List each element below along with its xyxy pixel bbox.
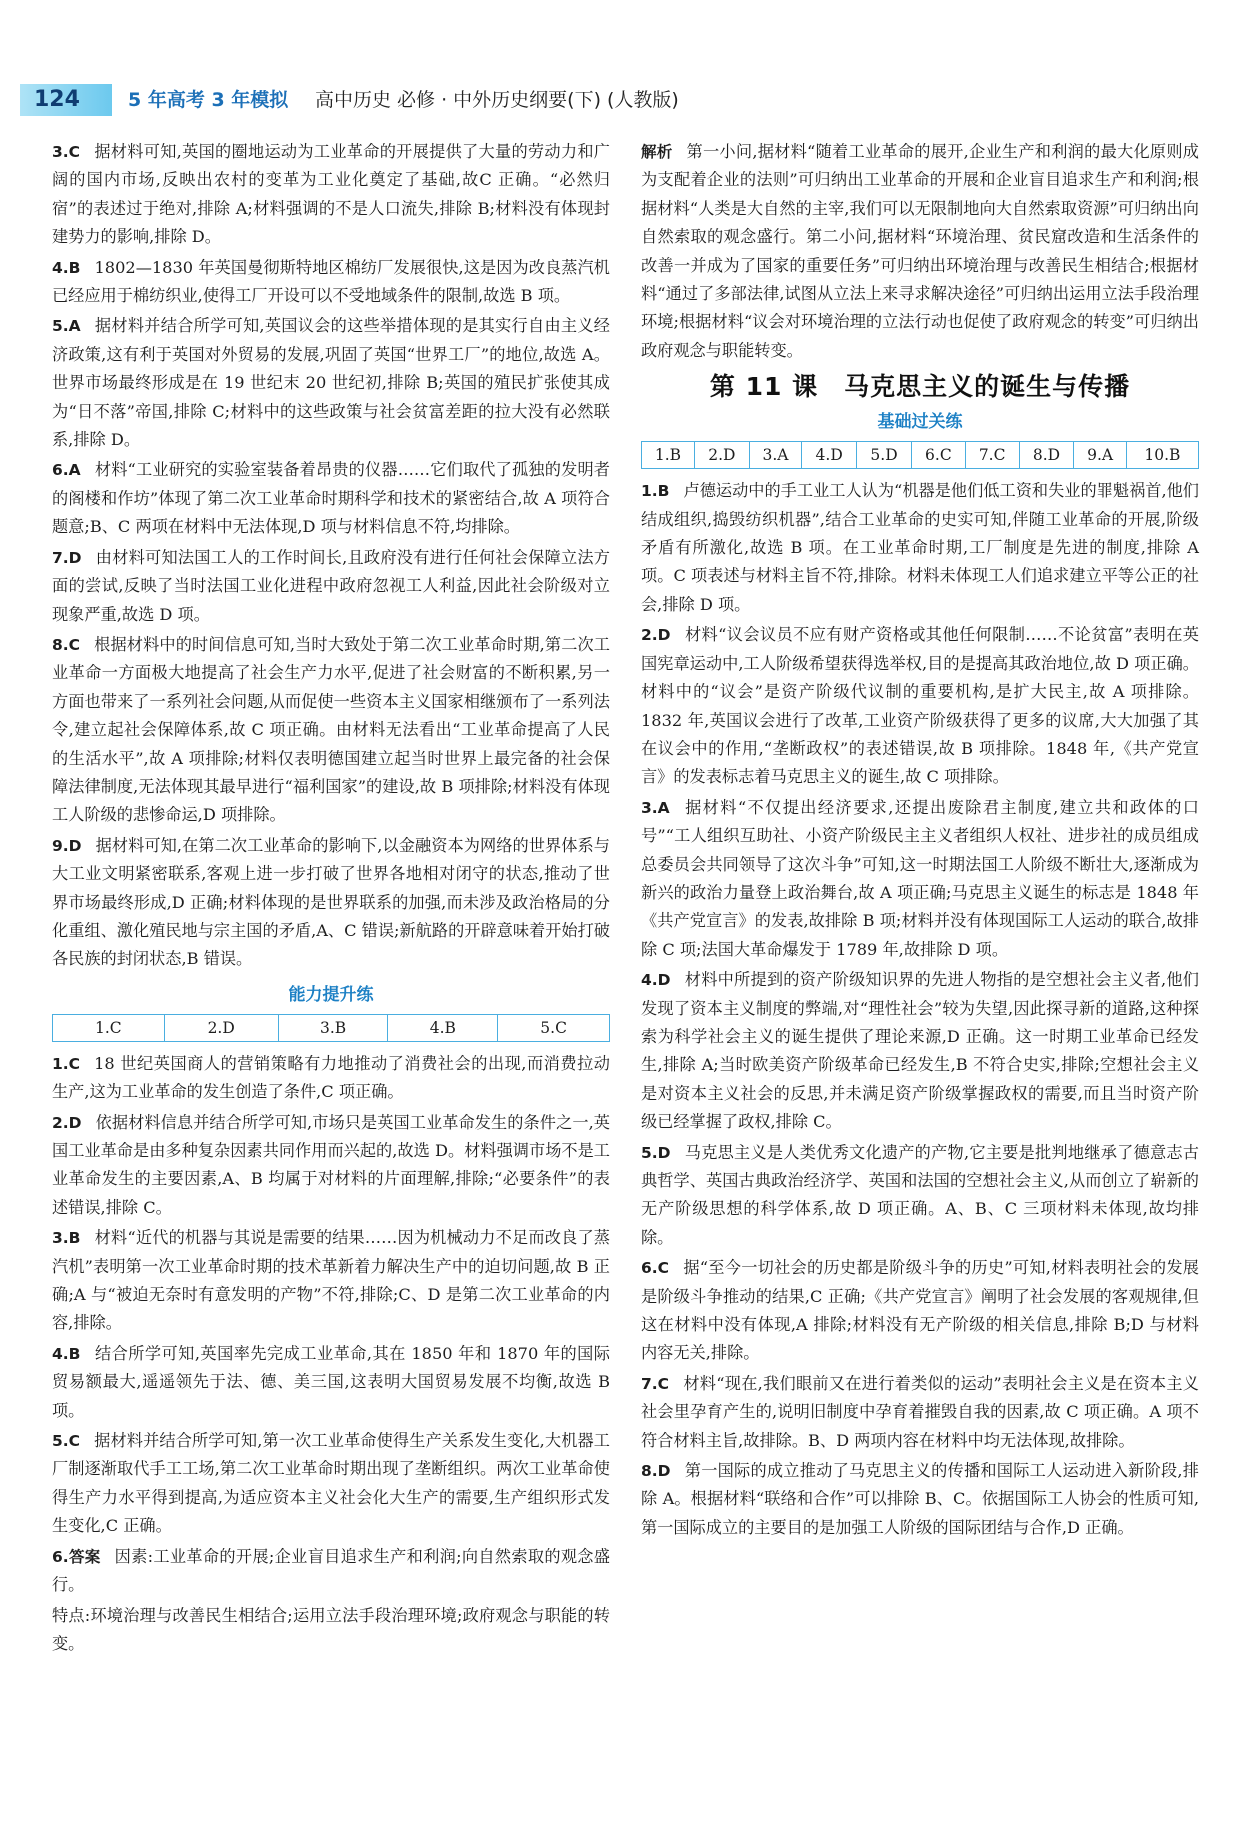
page-number: 124 [20,84,112,116]
answer-explanation: 结合所学可知,英国率先完成工业革命,其在 1850 年和 1870 年的国际贸易额最大,遥遥领先于法、德、美三国,这表明大国贸易发展不均衡,故选 B 项。 [52,1343,610,1420]
answer-explanation: 据材料并结合所学可知,第一次工业革命使得生产关系发生变化,大机器工厂制逐渐取代手工工场,第二次工业革命时期出现了垄断组织。两次工业革命使得生产力水平得到提高,为适应资本主义社会化大生产的需要,生产组织形式发生变化,C 正确。 [52,1431,610,1536]
answer-item [52,456,610,541]
answer-number: 5.D [641,1143,671,1162]
answer-explanation: 材料“工业研究的实验室装备着昂贵的仪器……它们取代了孤独的发明者的阁楼和作坊”体现了第二次工业革命时期科学和技术的紧密结合,故 A 项符合题意;B、C 两项在材料中无法体现,D 项与材料信息不符,均排除。 [52,460,610,537]
answer-number: 5.C [52,1432,81,1451]
answer-item [52,544,610,629]
answer-cell: 2.D [694,442,749,469]
answer-cell: 9.A [1074,442,1126,469]
page-header [20,84,1230,118]
answer-item [641,1457,1199,1542]
answer-explanation: 材料“现在,我们眼前又在进行着类似的运动”表明社会主义是在资本主义社会里孕育产生的,说明旧制度中孕育着摧毁自我的因素,故 C 项正确。A 项不符合材料主旨,故排除。B、D 两项内容在材料中均无法体现,故排除。 [641,1373,1199,1450]
left-column [52,138,610,1660]
answer-cell: 8.D [1019,442,1074,469]
answer-item [52,254,610,311]
answer-item [52,631,610,830]
answer-cell: 1.C [53,1014,165,1041]
answer-explanation: 材料“近代的机器与其说是需要的结果……因为机械动力不足而改良了蒸汽机”表明第一次工业革命时期的技术革新着力解决生产中的迫切问题,故 B 正确;A 与“被迫无奈时有意发明的产物”不符,排除;C、D 是第二次工业革命的内容,排除。 [52,1228,610,1333]
answer-explanation: 据材料可知,英国的圈地运动为工业革命的开展提供了大量的劳动力和广阔的国内市场,反映出农村的变革为工业化奠定了基础,故C 正确。“必然归宿”的表述过于绝对,排除 A;材料强调的不是人口流失,排除 B;材料没有体现封建势力的影响,排除 D。 [52,142,610,247]
answer-explanation: 据材料并结合所学可知,英国议会的这些举措体现的是其实行自由主义经济政策,这有利于英国对外贸易的发展,巩固了英国“世界工厂”的地位,故选 A。世界市场最终形成是在 19 世纪末 20 世纪初,排除 B;英国的殖民扩张使其成为“日不落”帝国,排除 C;材料中的这些政策与社会贫富差距的拉大没有必然联系,排除 D。 [52,316,610,450]
answer-item [52,1427,610,1541]
answer-explanation: 据材料“不仅提出经济要求,还提出废除君主制度,建立共和政体的口号”“工人组织互助社、小资产阶级民主主义者组织人权社、进步社的成员组成总委员会共同领导了这次斗争”可知,这一时期法国工人阶级不断壮大,逐渐成为新兴的政治力量登上政治舞台,故 A 项正确;马克思主义诞生的标志是 1848 年《共产党宣言》的发表,故排除 B 项;材料并没有体现国际工人运动的联合,故排除 C 项;法国大革命爆发于 1789 年,故排除 D 项。 [641,797,1199,959]
answer-item [52,832,610,974]
answer-item [641,1254,1199,1368]
answer-explanation: 第一国际的成立推动了马克思主义的传播和国际工人运动进入新阶段,排除 A。根据材料“联络和合作”可以排除 B、C。依据国际工人协会的性质可知,第一国际成立的主要目的是加强工人阶级的国际团结与合作,D 正确。 [641,1461,1199,1537]
answer-number: 4.B [52,258,81,277]
book-title: 高中历史 必修 · 中外历史纲要(下) (人教版) [315,89,679,111]
answer-explanation: 1802—1830 年英国曼彻斯特地区棉纺厂发展很快,这是因为改良蒸汽机已经应用于棉纺织业,使得工厂开设可以不受地域条件的限制,故选 B 项。 [52,257,610,306]
answer-number: 8.D [641,1462,671,1481]
answer-cell: 3.A [749,442,801,469]
right-column [641,138,1199,1544]
answer-number: 3.A [641,798,670,817]
answer-number: 1.C [52,1054,81,1073]
answer-number: 9.D [52,836,82,855]
answer-number: 2.D [641,626,671,645]
answer-item [641,477,1199,619]
answer-explanation: 据“至今一切社会的历史都是阶级斗争的历史”可知,材料表明社会的发展是阶级斗争推动的结果,C 正确;《共产党宣言》阐明了社会发展的客观规律,但这在材料中没有体现,A 排除;材料没有无产阶级的相关信息,排除 B;D 与材料内容无关,排除。 [641,1258,1199,1363]
answer-number: 4.D [641,971,671,990]
answer-cell: 3.B [278,1014,388,1041]
answer-explanation: 因素:工业革命的开展;企业盲目追求生产和利润;向自然索取的观念盛行。 [52,1546,610,1595]
answer-cell: 7.C [965,442,1019,469]
answer-item [52,1340,610,1425]
answer-feature: 特点:环境治理与改善民生相结合;运用立法手段治理环境;政府观念与职能的转变。 [52,1605,610,1653]
answer-item [52,1543,610,1600]
answer-item [52,1050,610,1107]
analysis-text: 第一小问,据材料“随着工业革命的展开,企业生产和利润的最大化原则成为支配着企业的法则”可归纳出工业革命的开展和企业盲目追求生产和利润;根据材料“人类是大自然的主宰,我们可以无限制地向大自然索取资源”可归纳出向自然索取的观念盛行。第二小问,据材料“环境治理、贫民窟改造和生活条件的改善一并成为了国家的重要任务”可归纳出环境治理与改善民生相结合;根据材料“通过了多部法律,试图从立法上来寻求解决途径”可归纳出运用立法手段治理环境;根据材料“议会对环境治理的立法行动也促使了政府观念的转变”可归纳出政府观念与职能转变。 [641,142,1199,360]
answer-number: 4.B [52,1344,81,1363]
analysis-block [641,138,1199,365]
section-title-ability: 能力提升练 [288,984,374,1005]
answer-cell: 5.D [857,442,912,469]
answer-explanation: 材料“议会议员不应有财产资格或其他任何限制……不论贫富”表明在英国宪章运动中,工人阶级希望获得选举权,目的是提高其政治地位,故 D 项正确。材料中的“议会”是资产阶级代议制的重要机构,是扩大民主,故 A 项排除。1832 年,英国议会进行了改革,工业资产阶级获得了更多的议席,大大加强了其在议会中的作用,“垄断政权”的表述错误,故 B 项排除。1848 年,《共产党宣言》的发表标志着马克思主义的诞生,故 C 项排除。 [641,625,1199,787]
answer-item [641,1139,1199,1253]
answer-number: 1.B [641,482,670,501]
answer-explanation: 18 世纪英国商人的营销策略有力地推动了消费社会的出现,而消费拉动生产,这为工业革命的发生创造了条件,C 项正确。 [52,1053,610,1102]
answer-item [641,966,1199,1136]
answer-cell: 1.B [642,442,695,469]
answer-cell: 4.B [388,1014,498,1041]
answer-item [641,794,1199,964]
answer-number: 6.C [641,1259,670,1278]
series-title: 5 年高考 3 年模拟 [128,89,289,111]
answer-cell: 2.D [164,1014,278,1041]
answer-number: 3.C [52,143,81,161]
lesson-heading [641,367,1199,407]
answer-number: 3.B [52,1229,81,1248]
answer-cell: 5.C [498,1014,610,1041]
answer-explanation: 据材料可知,在第二次工业革命的影响下,以金融资本为网络的世界体系与大工业文明紧密联系,客观上进一步打破了世界各地相对闭守的状态,推动了世界市场最终形成,D 正确;材料体现的是世界联系的加强,而未涉及政治格局的分化重组、激化殖民地与宗主国的矛盾,A、C 错误;新航路的开辟意味着开始打破各民族的封闭状态,B 错误。 [52,835,610,969]
answer-explanation: 卢德运动中的手工业工人认为“机器是他们低工资和失业的罪魁祸首,他们结成组织,捣毁纺织机器”,结合工业革命的史实可知,伴随工业革命的开展,阶级矛盾有所激化,故选 B 项。在工业革命时期,工厂制度是先进的制度,排除 A 项。C 项表述与材料主旨不符,排除。材料未体现工人们追求建立平等公正的社会,排除 D 项。 [641,481,1199,614]
answer-number: 2.D [52,1113,82,1132]
answer-table-ability [52,1014,610,1042]
answer-cell: 4.D [802,442,857,469]
answer-number: 6.答案 [52,1547,101,1566]
answer-explanation: 根据材料中的时间信息可知,当时大致处于第二次工业革命时期,第二次工业革命一方面极大地提高了社会生产力水平,促进了社会财富的不断积累,另一方面也带来了一系列社会问题,从而促使一些资本主义国家相继颁布了一系列法令,建立起社会保障体系,故 C 项正确。由材料无法看出“工业革命提高了人民的生活水平”,故 A 项排除;材料仅表明德国建立起当时世界上最完备的社会保障法律制度,无法体现其最早进行“福利国家”的建设,故 B 项排除;材料没有体现工人阶级的悲惨命运,D 项排除。 [52,634,610,825]
answer-item [52,138,610,252]
answer-number: 8.C [52,635,81,654]
answer-explanation: 由材料可知法国工人的工作时间长,且政府没有进行任何社会保障立法方面的尝试,反映了当时法国工业化进程中政府忽视工人利益,因此社会阶级对立现象严重,故选 D 项。 [52,547,610,624]
answer-explanation: 依据材料信息并结合所学可知,市场只是英国工业革命发生的条件之一,英国工业革命是由多种复杂因素共同作用而兴起的,故选 D。材料强调市场不是工业革命发生的主要因素,A、B 均属于对材料的片面理解,排除;“必要条件”的表述错误,排除 C。 [52,1112,610,1217]
answer-item [641,1370,1199,1455]
answer-table-basic [641,441,1199,469]
answer-item [52,312,610,454]
answer-item [52,1109,610,1223]
answer-number: 7.D [52,548,82,567]
answer-number: 6.A [52,461,81,480]
answer-cell: 10.B [1126,442,1198,469]
answer-number: 5.A [52,317,81,336]
lesson-title: 马克思主义的诞生与传播 [844,372,1131,402]
answer-number: 7.C [641,1374,670,1393]
answer-explanation: 材料中所提到的资产阶级知识界的先进人物指的是空想社会主义者,他们发现了资本主义制度的弊端,对“理性社会”较为失望,因此探寻新的道路,这种探索为科学社会主义的诞生提供了理论来源,D 正确。这一时期工业革命已经发生,排除 A;当时欧美资产阶级革命已经发生,B 不符合史实,排除;空想社会主义是对资本主义社会的反思,并未满足资产阶级掌握政权的需要,而且当时资产阶级已经掌握了政权,排除 C。 [641,970,1199,1132]
analysis-label: 解析 [641,143,673,161]
answer-item [52,1224,610,1338]
answer-item [641,621,1199,791]
answer-cell: 6.C [911,442,965,469]
section-title-basic: 基础过关练 [877,412,963,433]
lesson-number: 第 11 课 [709,372,819,402]
answer-explanation: 马克思主义是人类优秀文化遗产的产物,它主要是批判地继承了德意志古典哲学、英国古典政治经济学、英国和法国的空想社会主义,从而创立了崭新的无产阶级思想的科学体系,故 D 项正确。A、B、C 三项材料未体现,故均排除。 [641,1142,1199,1247]
